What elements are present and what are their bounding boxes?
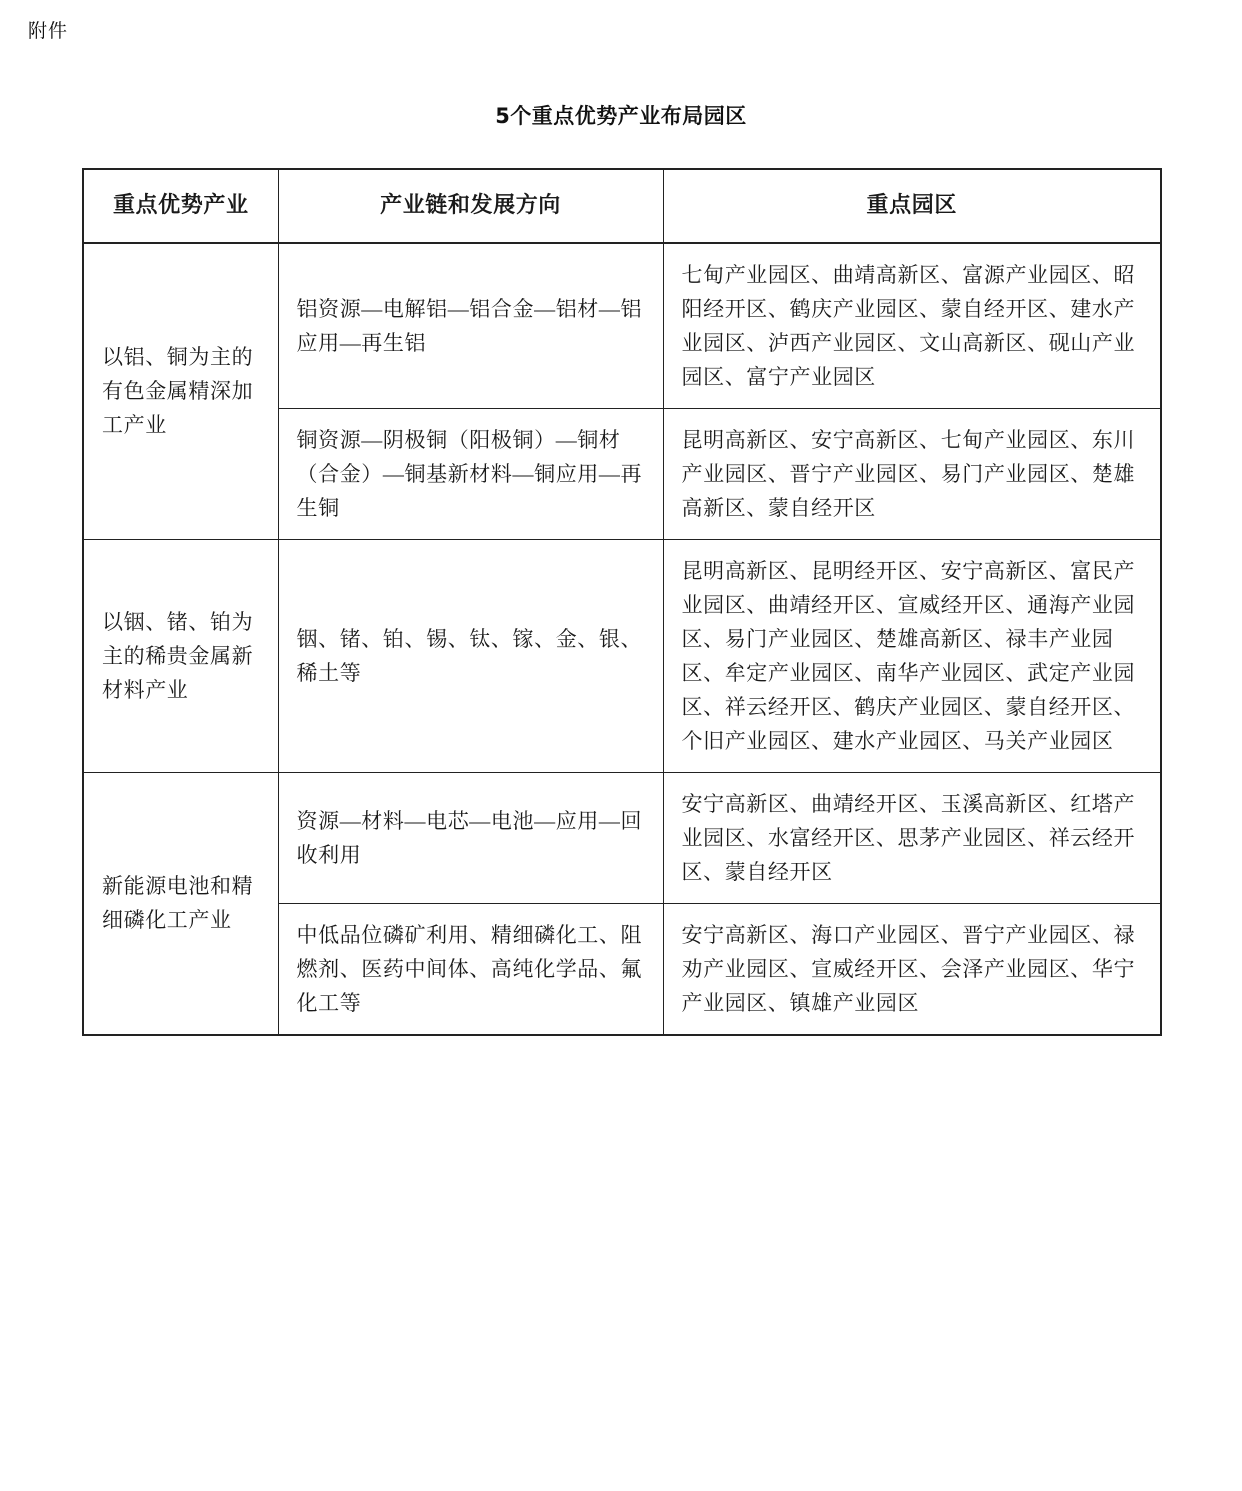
cell-chain	[278, 539, 663, 772]
table-header	[83, 169, 1161, 243]
cell-parks	[663, 539, 1161, 772]
cell-chain	[278, 772, 663, 903]
cell-parks	[663, 243, 1161, 409]
table-body	[83, 243, 1161, 1035]
chain-text: 中低品位磷矿利用、精细磷化工、阻燃剂、医药中间体、高纯化学品、氟化工等	[296, 922, 643, 1015]
cell-parks	[663, 772, 1161, 903]
parks-text: 安宁高新区、海口产业园区、晋宁产业园区、禄劝产业园区、宣威经开区、会泽产业园区、华宁产业园区、镇雄产业园区	[681, 922, 1136, 1015]
page-title: 5个重点优势产业布局园区	[495, 104, 747, 128]
chain-text: 铜资源—阴极铜（阳极铜）—铜材（合金）—铜基新材料—铜应用—再生铜	[296, 427, 643, 520]
cell-industry	[83, 243, 278, 540]
table-row	[83, 539, 1161, 772]
parks-text: 昆明高新区、安宁高新区、七甸产业园区、东川产业园区、晋宁产业园区、易门产业园区、楚雄高新区、蒙自经开区	[681, 427, 1136, 520]
cell-industry	[83, 772, 278, 1035]
column-header-chain: 产业链和发展方向	[278, 169, 663, 243]
parks-text: 昆明高新区、昆明经开区、安宁高新区、富民产业园区、曲靖经开区、宣威经开区、通海产业园区、易门产业园区、楚雄高新区、禄丰产业园区、牟定产业园区、南华产业园区、武定产业园区、祥云经开区、鹤庆产业园区、蒙自经开区、个旧产业园区、建水产业园区、马关产业园区	[681, 558, 1136, 753]
industry-text: 以铟、锗、铂为主的稀贵金属新材料产业	[102, 609, 254, 702]
industry-park-table	[82, 168, 1162, 1036]
cell-chain	[278, 903, 663, 1035]
chain-text: 铝资源—电解铝—铝合金—铝材—铝应用—再生铝	[296, 296, 643, 355]
table-row	[83, 243, 1161, 409]
chain-text: 资源—材料—电芯—电池—应用—回收利用	[296, 808, 643, 867]
table-container	[82, 168, 1160, 1036]
table-row	[83, 772, 1161, 903]
parks-text: 七甸产业园区、曲靖高新区、富源产业园区、昭阳经开区、鹤庆产业园区、蒙自经开区、建水产业园区、泸西产业园区、文山高新区、砚山产业园区、富宁产业园区	[681, 262, 1136, 389]
industry-text: 以铝、铜为主的有色金属精深加工产业	[102, 345, 254, 438]
attachment-label: 附件	[28, 20, 69, 42]
industry-text: 新能源电池和精细磷化工产业	[102, 874, 254, 933]
cell-chain	[278, 243, 663, 409]
column-header-industry: 重点优势产业	[83, 169, 278, 243]
cell-parks	[663, 903, 1161, 1035]
cell-industry	[83, 539, 278, 772]
cell-parks	[663, 408, 1161, 539]
cell-chain	[278, 408, 663, 539]
table-header-row	[83, 169, 1161, 243]
parks-text: 安宁高新区、曲靖经开区、玉溪高新区、红塔产业园区、水富经开区、思茅产业园区、祥云经开区、蒙自经开区	[681, 791, 1136, 884]
column-header-parks: 重点园区	[663, 169, 1161, 243]
chain-text: 铟、锗、铂、锡、钛、镓、金、银、稀土等	[296, 626, 643, 685]
